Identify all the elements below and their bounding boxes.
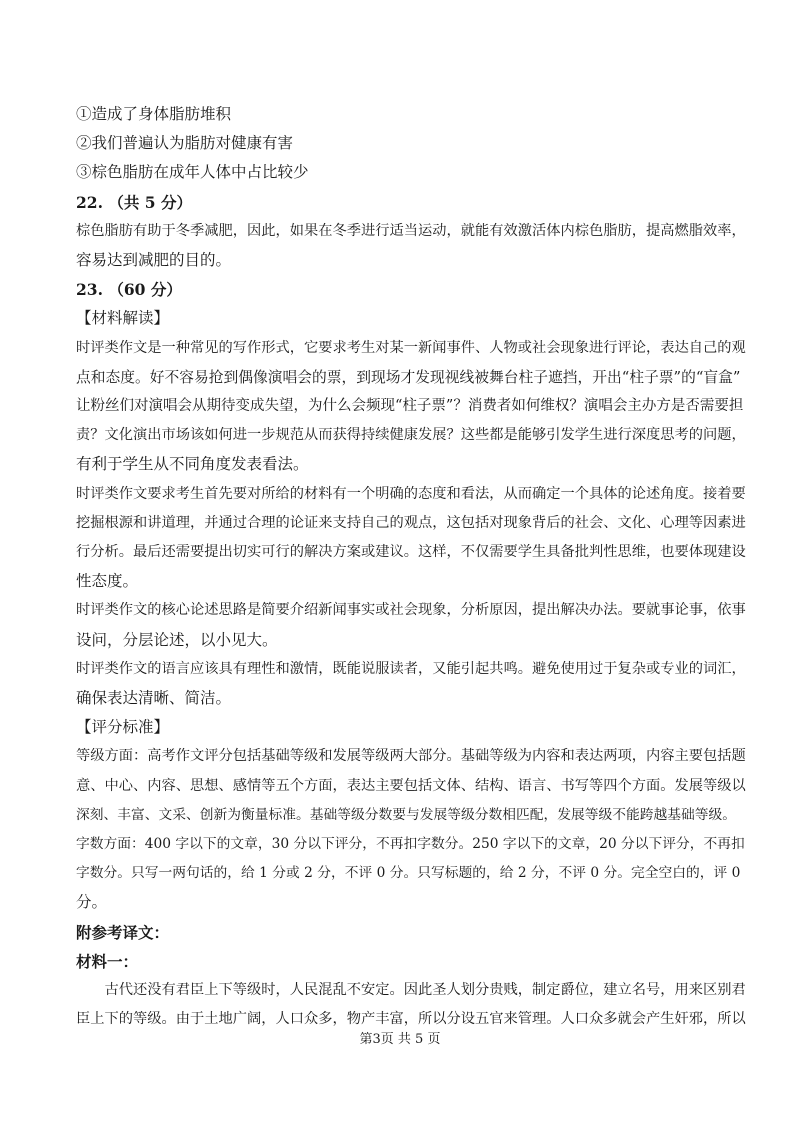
text-line: 时评类作文的核心论述思路是简要介绍新闻事实或社会现象，分析原因，提出解决办法。要就事论事，依事 <box>76 602 746 619</box>
text-line: 让粉丝们对演唱会从期待变成失望，为什么会频现“柱子票”？消费者如何维权？演唱会主办方是否需要担 <box>76 398 744 415</box>
text-line: 时评类作文要求考生首先要对所给的材料有一个明确的态度和看法，从而确定一个具体的论述角度。接着要 <box>76 485 746 502</box>
text-line: 深刻、丰富、文采、创新为衡量标准。基础等级分数要与发展等级分数相匹配，发展等级不能跨越基础等级。 <box>76 806 737 823</box>
text-line: 性态度。 <box>76 572 139 591</box>
text-line: 时评类作文是一种常见的写作形式，它要求考生对某一新闻事件、人物或社会现象进行评论，表达自己的观 <box>76 339 746 356</box>
text-line: 等级方面：高考作文评分包括基础等级和发展等级两大部分。基础等级为内容和表达两项，内容主要包括题 <box>76 748 746 765</box>
text-line: 字数方面：400 字以下的文章，30 分以下评分，不再扣字数分。250 字以下的文章，20 分以下评分，不再扣 <box>76 836 745 853</box>
text-line: ③棕色脂肪在成年人体中占比较少 <box>76 163 309 182</box>
text-line: 材料一： <box>76 951 139 971</box>
text-line: 字数分。只写一两句话的，给 1 分或 2 分，不评 0 分。只写标题的，给 2 分，不评 0 分。完全空白的，评 0 <box>76 865 741 882</box>
text-line: 臣上下的等级。由于土地广阔，人口众多，物产丰富，所以分设五官来管理。人口众多就会产生奸邪，所以 <box>76 1011 746 1028</box>
text-line: 行分析。最后还需要提出切实可行的解决方案或建议。这样，不仅需要学生具备批判性思维，也要体现建设 <box>76 544 746 561</box>
text-line: 古代还没有君臣上下等级时，人民混乱不安定。因此圣人划分贵贱，制定爵位，建立名号，用来区别君 <box>104 982 746 999</box>
text-line: 挖掘根源和讲道理，并通过合理的论证来支持自己的观点，这包括对现象背后的社会、文化、心理等因素进 <box>76 514 746 531</box>
text-line: 责？文化演出市场该如何进一步规范从而获得持续健康发展？这些都是能够引发学生进行深度思考的问题， <box>76 427 746 444</box>
text-line: 有利于学生从不同角度发表看法。 <box>76 455 309 474</box>
text-line: 附参考译文： <box>76 922 170 942</box>
text-line: 意、中心、内容、思想、感情等五个方面，表达主要包括文体、结构、语言、书写等四个方面。发展等级以 <box>76 777 746 794</box>
text-line: ①造成了身体脂肪堆积 <box>76 105 232 123</box>
text-line: 容易达到减肥的目的。 <box>76 251 232 270</box>
text-line: 设问，分层论述，以小见大。 <box>76 630 278 649</box>
text-line: 确保表达清晰、简洁。 <box>76 689 232 708</box>
page-footer: 第3页 共 5 页 <box>359 1032 441 1047</box>
text-line: 棕色脂肪有助于冬季减肥，因此，如果在冬季进行适当运动，就能有效激活体内棕色脂肪，提高燃脂效率， <box>76 222 746 239</box>
text-line: 分。 <box>76 893 108 912</box>
page-content <box>76 100 746 1035</box>
text-line: 23. （60 分） <box>76 280 182 300</box>
text-line: 时评类作文的语言应该具有理性和激情，既能说服读者，又能引起共鸣。避免使用过于复杂或专业的词汇， <box>76 660 746 677</box>
text-line: 22. （共 5 分） <box>76 192 192 212</box>
text-line: 【评分标准】 <box>76 718 170 737</box>
text-line: 【材料解读】 <box>76 309 170 328</box>
text-line: ②我们普遍认为脂肪对健康有害 <box>76 134 294 153</box>
text-line: 点和态度。好不容易抢到偶像演唱会的票，到现场才发现视线被舞台柱子遮挡，开出“柱子票”的“盲盒” <box>76 368 741 386</box>
